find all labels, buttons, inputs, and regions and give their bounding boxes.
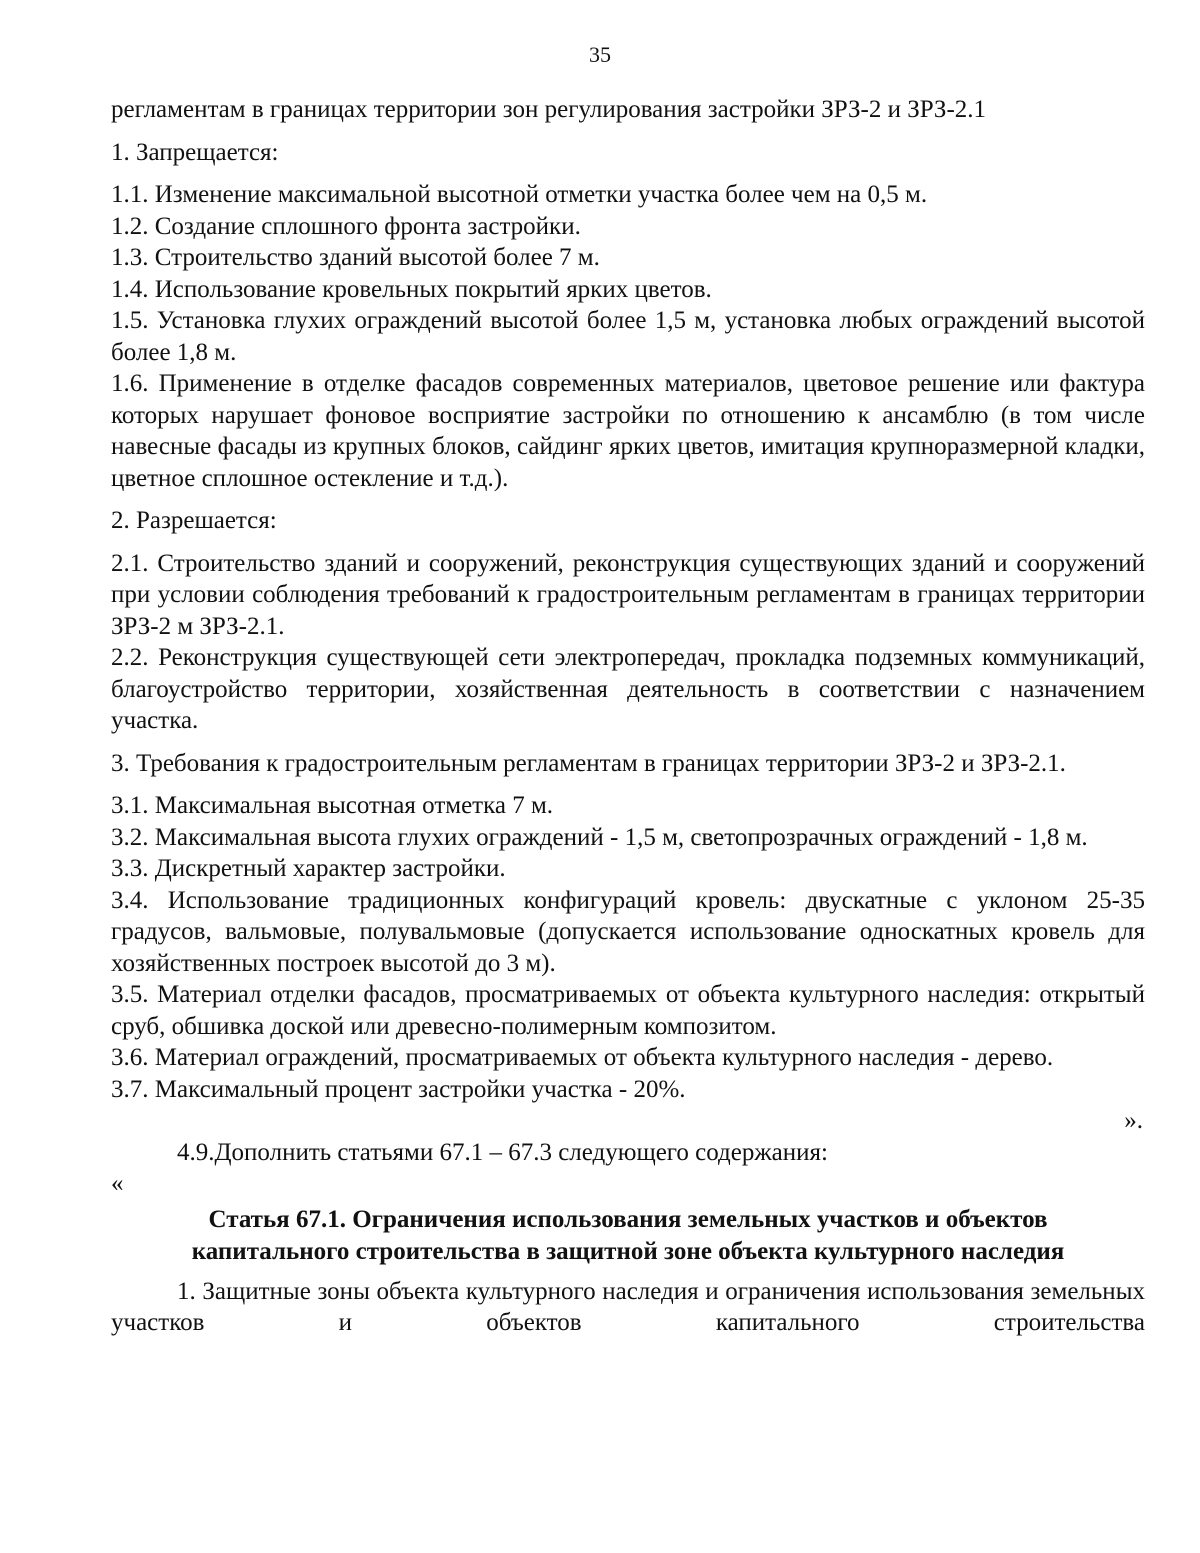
section-3-list xyxy=(111,790,1145,1105)
section-2-list xyxy=(111,548,1145,737)
list-item: 1.2. Создание сплошного фронта застройки. xyxy=(111,212,581,240)
document-body xyxy=(111,94,1145,1339)
list-item: 3.1. Максимальная высотная отметка 7 м. xyxy=(111,792,554,819)
list-item: 1.6. Применение в отделке фасадов современных материалов, цветовое решение или фактура которых нарушает фоновое восприятие застройки по отношению к ансамблю (в том числе навесные фасады из крупных блоков, сайдинг ярких цветов, имитация крупноразмерной кладки, цветное сплошное остекление и т.д.). xyxy=(111,370,1145,492)
opening-quote: « xyxy=(111,1170,124,1197)
section-2-heading: 2. Разрешается: xyxy=(111,507,277,534)
section-3-heading: 3. Требования к градостроительным регламентам в границах территории ЗРЗ-2 и ЗРЗ-2.1. xyxy=(111,749,1066,777)
intro-paragraph: регламентам в границах территории зон регулирования застройки ЗРЗ-2 и ЗРЗ-2.1 xyxy=(111,96,987,123)
section-1-list xyxy=(111,179,1145,494)
list-item: 3.3. Дискретный характер застройки. xyxy=(111,855,506,882)
amendment-instruction: 4.9.Дополнить статьями 67.1 – 67.3 следующего содержания: xyxy=(177,1138,828,1166)
list-item: 3.4. Использование традиционных конфигураций кровель: двускатные с уклоном 25-35 градусов, вальмовые, полувальмовые (допускается использование односкатных кровель для хозяйственных построек высотой до 3 м). xyxy=(111,886,1145,977)
list-item: 2.1. Строительство зданий и сооружений, реконструкция существующих зданий и сооружений при условии соблюдения требований к градостроительным регламентам в границах территории ЗРЗ-2 м ЗРЗ-2.1. xyxy=(111,549,1145,640)
section-1-heading: 1. Запрещается: xyxy=(111,138,279,166)
page-number: 35 xyxy=(589,42,611,67)
list-item: 3.6. Материал ограждений, просматриваемых от объекта культурного наследия - дерево. xyxy=(111,1044,1054,1071)
list-item: 1.3. Строительство зданий высотой более 7 м. xyxy=(111,244,600,271)
list-item: 1.5. Установка глухих ограждений высотой более 1,5 м, установка любых ограждений высотой более 1,8 м. xyxy=(111,307,1145,366)
article-heading-line-1: Статья 67.1. Ограничения использования земельных участков и объектов xyxy=(208,1205,1048,1233)
article-heading xyxy=(111,1204,1145,1268)
list-item: 2.2. Реконструкция существующей сети электропередач, прокладка подземных коммуникаций, благоустройство территории, хозяйственная деятельность в соответствии с назначением участка. xyxy=(111,644,1145,734)
list-item: 3.5. Материал отделки фасадов, просматриваемых от объекта культурного наследия: открытый сруб, обшивка доской или древесно-полимерным композитом. xyxy=(111,981,1145,1040)
list-item: 1.4. Использование кровельных покрытий ярких цветов. xyxy=(111,275,712,303)
closing-quote: ». xyxy=(1124,1107,1143,1134)
article-paragraph-1: 1. Защитные зоны объекта культурного наследия и ограничения использования земельных участков и объектов капитального строительства xyxy=(111,1277,1145,1336)
list-item: 3.2. Максимальная высота глухих ограждений - 1,5 м, светопрозрачных ограждений - 1,8 м. xyxy=(111,823,1088,851)
list-item: 3.7. Максимальный процент застройки участка - 20%. xyxy=(111,1075,686,1103)
list-item: 1.1. Изменение максимальной высотной отметки участка более чем на 0,5 м. xyxy=(111,181,928,208)
article-heading-line-2: капитального строительства в защитной зоне объекта культурного наследия xyxy=(191,1237,1065,1265)
